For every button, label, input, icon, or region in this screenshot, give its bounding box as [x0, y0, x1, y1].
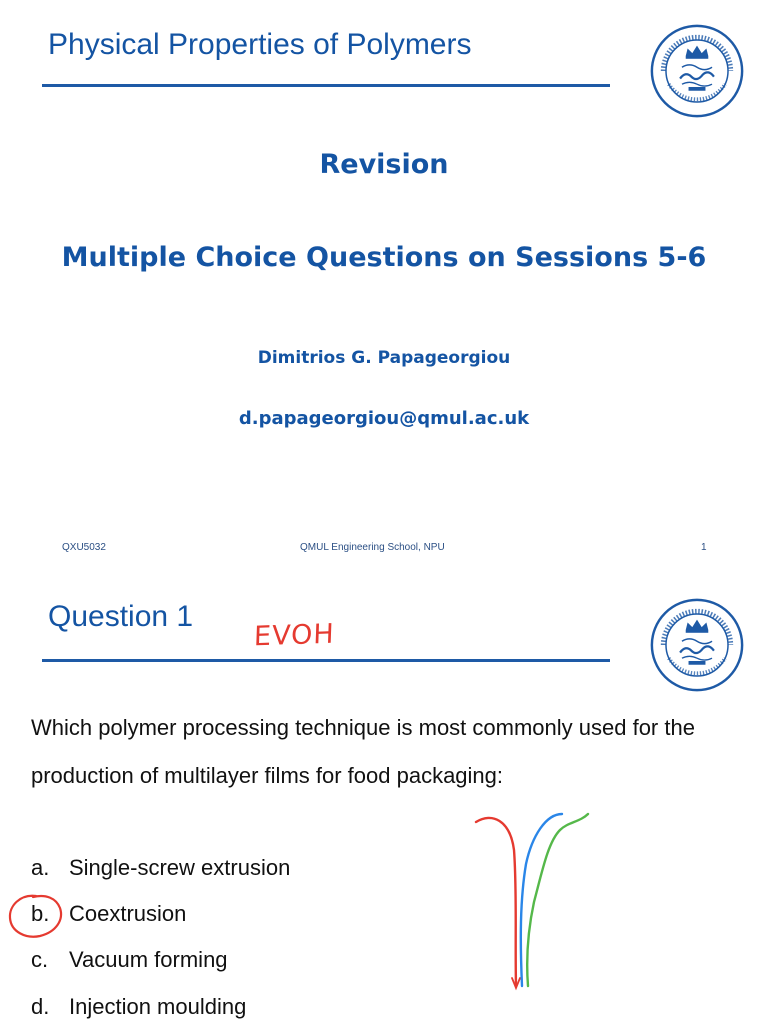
option-letter: d. — [31, 994, 50, 1019]
option-text: Injection moulding — [69, 994, 247, 1019]
option-letter: c. — [31, 947, 49, 972]
option-a[interactable] — [31, 853, 290, 883]
question-prompt: Which polymer processing technique is most commonly used for the production of multilayer films for food packaging: — [31, 715, 695, 788]
university-seal-icon — [650, 598, 744, 692]
footer-page-number: 1 — [701, 542, 707, 553]
university-seal-icon — [650, 24, 744, 118]
option-text: Single-screw extrusion — [69, 855, 291, 880]
handwritten-annotation: EVOH — [253, 618, 336, 653]
author-name: Dimitrios G. Papageorgiou — [257, 348, 511, 368]
title-underline — [42, 659, 610, 662]
question-title: Question 1 — [48, 600, 194, 633]
revision-heading: Revision — [319, 149, 449, 180]
answer-circle-mark — [6, 892, 68, 942]
multilayer-flow-sketch — [470, 810, 600, 990]
option-text: Vacuum forming — [69, 947, 228, 972]
title-underline — [42, 84, 610, 87]
option-text: Coextrusion — [69, 901, 187, 926]
course-title: Physical Properties of Polymers — [48, 28, 472, 61]
slide-2 — [0, 574, 768, 1024]
option-letter: b. — [31, 901, 50, 926]
option-letter: a. — [31, 855, 50, 880]
option-d[interactable] — [31, 992, 246, 1022]
footer-school: QMUL Engineering School, NPU — [300, 542, 445, 553]
author-email: d.papageorgiou@qmul.ac.uk — [238, 408, 530, 429]
option-c[interactable] — [31, 945, 228, 975]
revision-subtitle: Multiple Choice Questions on Sessions 5-6 — [61, 242, 707, 273]
footer-course-code: QXU5032 — [62, 542, 106, 553]
